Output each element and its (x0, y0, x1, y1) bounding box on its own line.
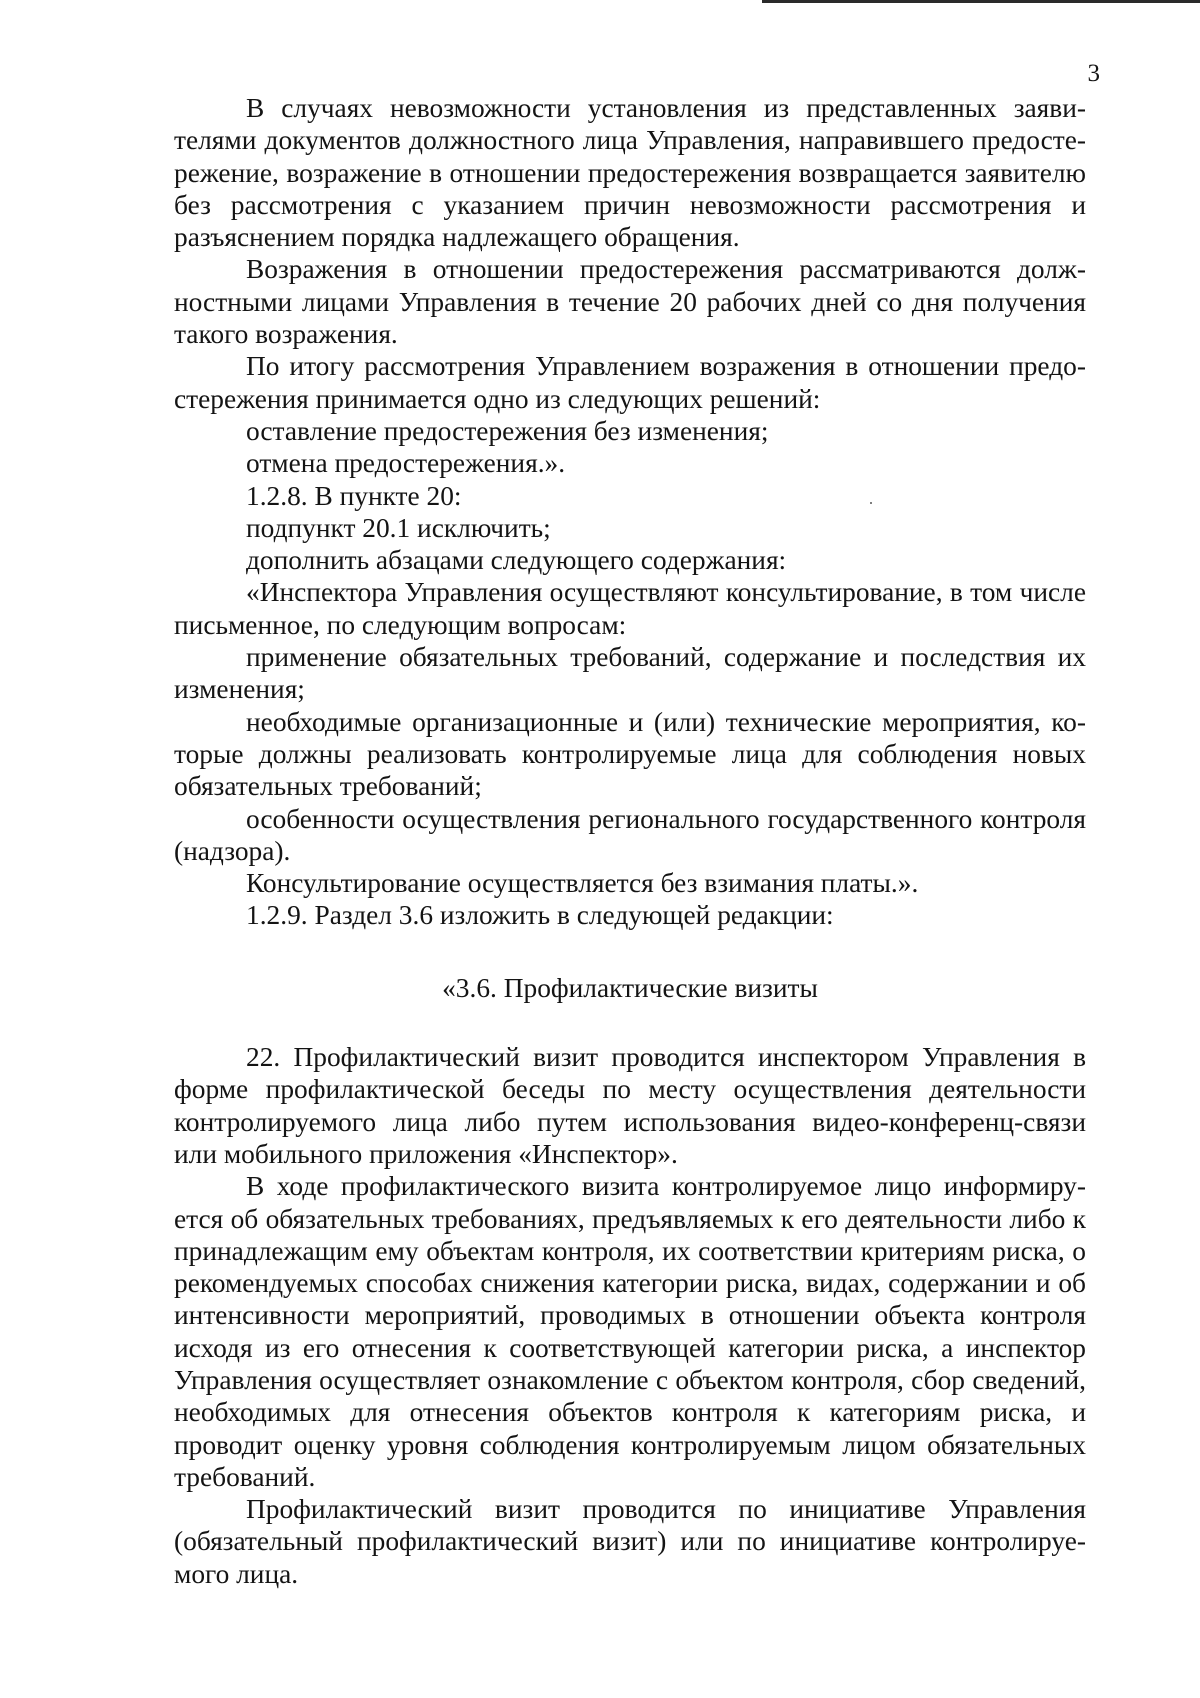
paragraph-consulting-topic-1: применение обязательных требований, содержание и последствия их изменения; (174, 642, 1086, 705)
paragraph-visit-course: В ходе профилактического визита контролируемое лицо информируется об обязательных требованиях, предъявляемых к его деятельности либо к принадлежащим ему объектам контроля, их соответствии критериям риска, о рекомендуемых способах снижения категории риска, видах, содержании и об интенсивности мероприятий, проводимых в отношении объекта контроля исходя из его отнесения к соответствующей категории риска, а инспектор Управления осуществляет ознакомление с объектом контроля, сбор сведений, необходимых для отнесения объектов контроля к категориям риска, и проводит оценку уровня соблюдения контролируемым лицом обязательных требований. (174, 1171, 1086, 1492)
paragraph-objection-return: В случаях невозможности установления из представленных заявителями документов должностного лица Управления, направившего предостережение, возражение в отношении предостережения возвращается заявителю без рассмотрения с указанием причин невозможности рассмотрения и разъяснением порядка надлежащего обращения. (174, 93, 1086, 253)
paragraph-consulting-topic-2: необходимые организационные и (или) технические мероприятия, которые должны реализовать контролируемые лица для соблюдения новых обязательных требований; (174, 706, 1086, 802)
paragraph-visit-initiative: Профилактический визит проводится по инициативе Управления (обязательный профилактический визит) или по инициативе контролируемого лица. (174, 1494, 1086, 1589)
paragraph-item-1-2-9: 1.2.9. Раздел 3.6 изложить в следующей редакции: (246, 900, 834, 931)
paragraph-objection-review-term: Возражения в отношении предостережения рассматриваются должностными лицами Управления в течение 20 рабочих дней со дня получения такого возражения. (174, 254, 1086, 350)
paragraph-consulting-free: Консультирование осуществляется без взимания платы.». (246, 868, 919, 899)
top-edge-rule (762, 0, 1200, 3)
paragraph-supplement: дополнить абзацами следующего содержания: (246, 545, 787, 576)
paragraph-review-outcome: По итогу рассмотрения Управлением возражения в отношении предостережения принимается одно из следующих решений: (174, 351, 1086, 414)
page-number: 3 (1087, 60, 1100, 87)
paragraph-decision-keep: оставление предостережения без изменения; (246, 415, 769, 446)
paragraph-subitem-exclude: подпункт 20.1 исключить; (246, 512, 551, 543)
document-body (174, 92, 1086, 1590)
paragraph-item-1-2-8: 1.2.8. В пункте 20: (246, 480, 462, 511)
paragraph-consulting-intro: «Инспектора Управления осуществляют консультирование, в том числе письменное, по следующим вопросам: (174, 577, 1086, 640)
paragraph-decision-cancel: отмена предостережения.». (246, 448, 566, 479)
section-heading: «3.6. Профилактические визиты (442, 972, 818, 1003)
paragraph-consulting-topic-3: особенности осуществления регионального государственного контроля (надзора). (174, 803, 1086, 866)
paragraph-visit-definition: 22. Профилактический визит проводится инспектором Управления в форме профилактической беседы по месту осуществления деятельности контролируемого лица либо путем использования видео-конференц-связи или мобильного приложения «Инспектор». (174, 1042, 1086, 1169)
